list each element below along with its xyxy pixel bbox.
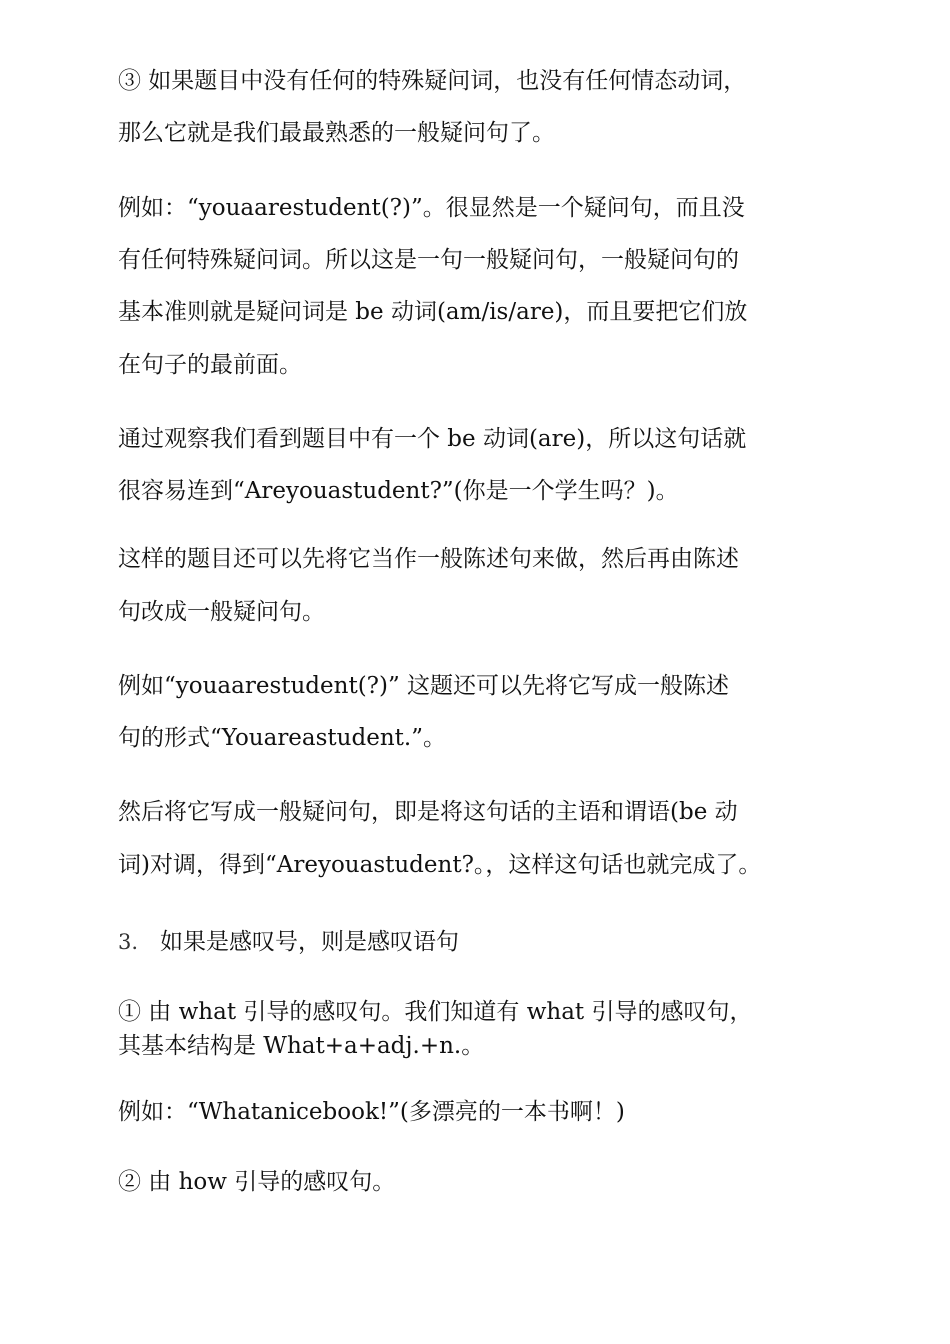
paragraph-10-line-1: ② 由 how 引导的感叹句。 <box>118 1169 396 1195</box>
paragraph-1-line-1: ③ 如果题目中没有任何的特殊疑问词，也没有任何情态动词， <box>118 68 747 94</box>
heading-number: 3. <box>118 930 139 954</box>
paragraph-4-line-2: 句改成一般疑问句。 <box>118 599 325 625</box>
paragraph-1-line-2: 那么它就是我们最最熟悉的一般疑问句了。 <box>118 120 555 146</box>
paragraph-6-line-1: 然后将它写成一般疑问句，即是将这句话的主语和谓语(be 动 <box>118 799 738 825</box>
paragraph-5-line-1: 例如“youaarestudent(?)” 这题还可以先将它写成一般陈述 <box>118 673 730 699</box>
paragraph-2-line-2: 有任何特殊疑问词。所以这是一句一般疑问句，一般疑问句的 <box>118 247 739 273</box>
paragraph-2-line-4: 在句子的最前面。 <box>118 352 302 378</box>
paragraph-6-line-2: 词)对调，得到“Areyouastudent?。，这样这句话也就完成了。 <box>118 852 762 878</box>
paragraph-3-line-2: 很容易连到“Areyouastudent?”(你是一个学生吗？)。 <box>118 478 679 504</box>
paragraph-2-line-3: 基本准则就是疑问词是 be 动词(am/is/are)，而且要把它们放 <box>118 299 748 325</box>
paragraph-4-line-1: 这样的题目还可以先将它当作一般陈述句来做，然后再由陈述 <box>118 546 739 572</box>
paragraph-3-line-1: 通过观察我们看到题目中有一个 be 动词(are)，所以这句话就 <box>118 426 747 452</box>
paragraph-8-line-2: 其基本结构是 What+a+adj.+n.。 <box>118 1033 485 1059</box>
paragraph-2-line-1: 例如：“youaarestudent(?)”。很显然是一个疑问句，而且没 <box>118 195 745 221</box>
paragraph-5-line-2: 句的形式“Youareastudent.”。 <box>118 725 446 751</box>
paragraph-8-line-1: ① 由 what 引导的感叹句。我们知道有 what 引导的感叹句， <box>118 999 753 1025</box>
numbered-heading <box>118 927 459 957</box>
heading-text: 如果是感叹号，则是感叹语句 <box>160 929 460 955</box>
paragraph-9-line-1: 例如：“Whatanicebook!”(多漂亮的一本书啊！) <box>118 1099 625 1125</box>
